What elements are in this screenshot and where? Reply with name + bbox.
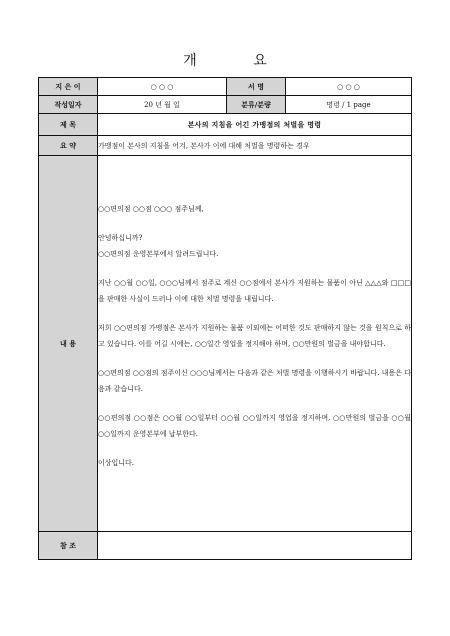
row-content — [39, 156, 412, 532]
document-title: 개 요 — [183, 53, 293, 69]
category-label: 분류/분량 — [227, 96, 286, 114]
sign-label: 서 명 — [227, 78, 286, 96]
row-date — [39, 96, 412, 114]
author-value[interactable]: ○ ○ ○ — [98, 78, 227, 96]
row-subject — [39, 114, 412, 136]
date-value[interactable]: 20 년 월 일 — [98, 96, 227, 114]
author-label: 지 은 이 — [39, 78, 98, 96]
reference-label: 참 조 — [39, 532, 98, 560]
summary-form-table — [38, 77, 412, 560]
summary-value[interactable]: 가맹점이 본사의 지침을 어겨, 본사가 이에 대해 처벌을 명령하는 경우 — [98, 136, 412, 156]
content-paragraph-greeting-to: ○○편의점 ○○점 ○○○ 점주님께, — [98, 204, 204, 213]
summary-label: 요 약 — [39, 136, 98, 156]
content-paragraph-greeting: 안녕하십니까? ○○편의점 운영본부에서 알려드립니다. — [98, 234, 219, 258]
row-summary — [39, 136, 412, 156]
subject-label: 제 목 — [39, 114, 98, 136]
content-paragraph-incident: 지난 ○○월 ○○일, ○○○님께서 점주로 계신 ○○점에서 본사가 지원하는 물품이 아닌 △△△와 □□□을 판매한 사실이 드러나 이에 대한 처벌 명령을 내립니다. — [98, 279, 411, 303]
row-author — [39, 78, 412, 96]
content-paragraph-penalty: ○○편의점 ○○점은 ○○월 ○○일부터 ○○월 ○○일까지 영업을 정지하며, ○○만원의 벌금을 ○○월 ○○일까지 운영본부에 납부한다. — [98, 414, 411, 438]
content-paragraph-policy: 저희 ○○편의점 가맹점은 본사가 지원하는 물품 이외에는 어떠한 것도 판매하지 않는 것을 원칙으로 하고 있습니다. 이를 어길 시에는, ○○일간 영업을 정지해야 하며, ○○만원의 벌금을 내야합니다. — [98, 324, 411, 348]
content-paragraph-order: ○○편의점 ○○점의 점주이신 ○○○님께서는 다음과 같은 처벌 명령을 이행하시기 바랍니다. 내용은 다음과 같습니다. — [98, 369, 411, 393]
content-body[interactable] — [98, 156, 412, 532]
category-value[interactable]: 명령 / 1 page — [286, 96, 412, 114]
sign-value[interactable]: ○ ○ ○ — [286, 78, 412, 96]
content-paragraph-closing: 이상입니다. — [98, 459, 135, 467]
content-label: 내 용 — [39, 156, 98, 532]
date-label: 작성일자 — [39, 96, 98, 114]
subject-value[interactable]: 본사의 지침을 어긴 가맹점의 처벌을 명령 — [98, 114, 412, 136]
reference-value[interactable] — [98, 532, 412, 560]
row-reference — [39, 532, 412, 560]
